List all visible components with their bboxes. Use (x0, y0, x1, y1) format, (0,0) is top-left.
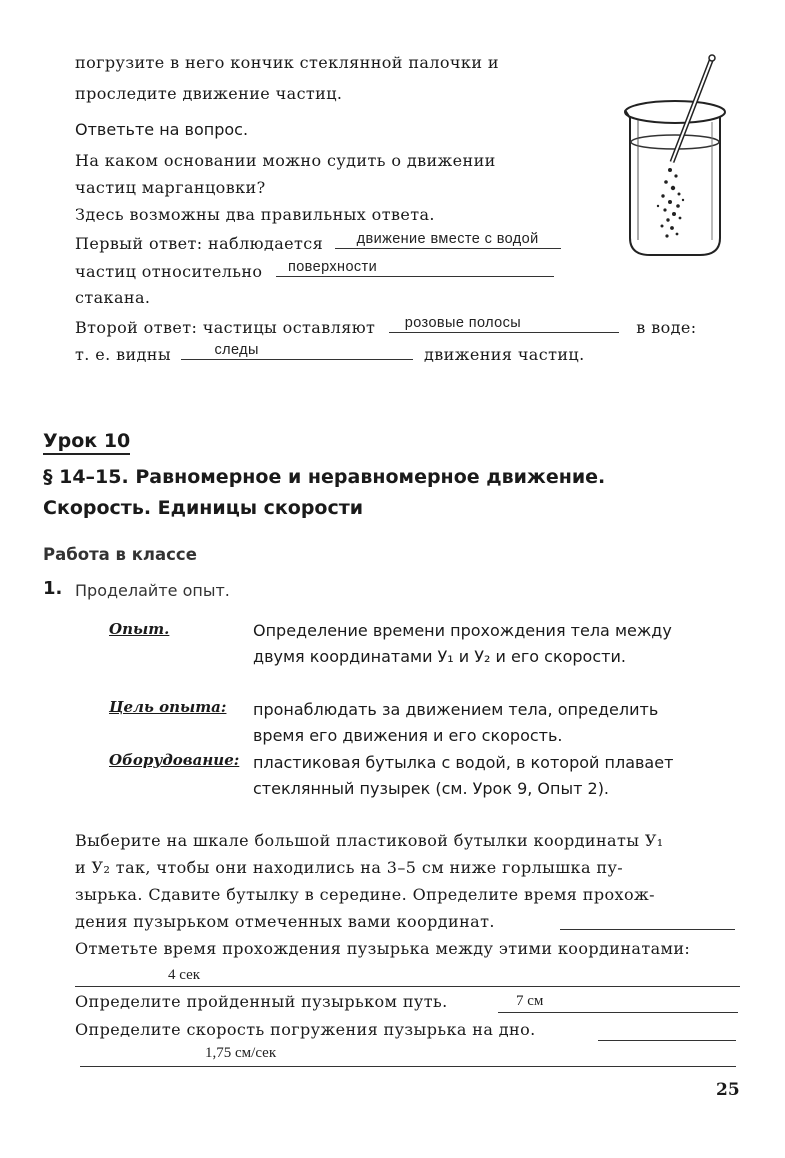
instruction-line: зырька. Сдавите бутылку в середине. Определите время прохож- (75, 885, 655, 904)
first-answer-fill: движение вместе с водой (356, 231, 539, 247)
note-time: Отметьте время прохождения пузырька между этими координатами: (75, 939, 691, 958)
work-heading: Работа в классе (43, 545, 197, 564)
second-answer-fill: розовые полосы (404, 315, 522, 331)
text-line: проследите движение частиц. (75, 84, 343, 103)
first-answer-label: Первый ответ: наблюдается (75, 234, 324, 253)
task-text: Проделайте опыт. (75, 581, 230, 600)
beaker-illustration (608, 50, 738, 265)
page-number: 25 (716, 1080, 740, 1100)
equipment-label: Оборудование: (109, 751, 240, 769)
equipment-text: пластиковая бутылка с водой, в которой плавает стеклянный пузырек (см. Урок 9, Опыт 2). (253, 753, 674, 798)
traces-blank (181, 343, 413, 360)
instruction-line: дения пузырьком отмеченных вами координат. (75, 912, 495, 931)
instruction-line: и У₂ так, чтобы они находились на 3–5 см ниже горлышка пу- (75, 858, 624, 877)
lesson-number: Урок 10 (43, 430, 130, 455)
task-number: 1. (43, 578, 63, 599)
traces-label: т. е. видны (75, 345, 171, 364)
first-answer-row (75, 232, 561, 253)
path-question: Определите пройденный пузырьком путь. (75, 992, 448, 1011)
question-line: На каком основании можно судить о движении (75, 151, 496, 170)
goal-label: Цель опыта: (109, 698, 227, 716)
answer-line (75, 986, 740, 987)
answer-line (598, 1040, 736, 1041)
speed-answer: 1,75 см/сек (205, 1045, 277, 1061)
surface-blank (276, 260, 554, 277)
second-answer-label: Второй ответ: частицы оставляют (75, 318, 376, 337)
text-line: погрузите в него кончик стеклянной палочки и (75, 53, 499, 72)
first-answer-blank (335, 232, 561, 249)
second-answer-blank (389, 316, 619, 333)
instruction-line: Выберите на шкале большой пластиковой бутылки координаты У₁ (75, 831, 664, 850)
experiment-label: Опыт. (109, 620, 170, 638)
answer-line (80, 1066, 736, 1067)
speed-question: Определите скорость погружения пузырька на дно. (75, 1020, 536, 1039)
traces-row (75, 343, 585, 364)
answer-line (498, 1012, 738, 1013)
section-subtitle: Скорость. Единицы скорости (43, 497, 364, 519)
text-line: стакана. (75, 288, 151, 307)
in-water-label: в воде: (636, 318, 697, 337)
motion-label: движения частиц. (424, 345, 585, 364)
time-answer: 4 сек (168, 967, 201, 983)
text-line: Здесь возможны два правильных ответа. (75, 205, 435, 224)
surface-fill: поверхности (287, 259, 378, 275)
traces-fill: следы (214, 342, 259, 358)
goal-text: пронаблюдать за движением тела, определить время его движения и его скорость. (253, 700, 659, 745)
section-title: § 14–15. Равномерное и неравномерное движение. (43, 466, 606, 488)
second-answer-row (75, 316, 697, 337)
answer-line (560, 929, 735, 930)
question-line: частиц марганцовки? (75, 178, 266, 197)
particles-label: частиц относительно (75, 262, 263, 281)
experiment-text: Определение времени прохождения тела между двумя координатами У₁ и У₂ и его скорости. (253, 621, 672, 666)
particles-row (75, 260, 554, 281)
path-answer: 7 см (516, 993, 544, 1009)
answer-prompt: Ответьте на вопрос. (75, 120, 249, 139)
